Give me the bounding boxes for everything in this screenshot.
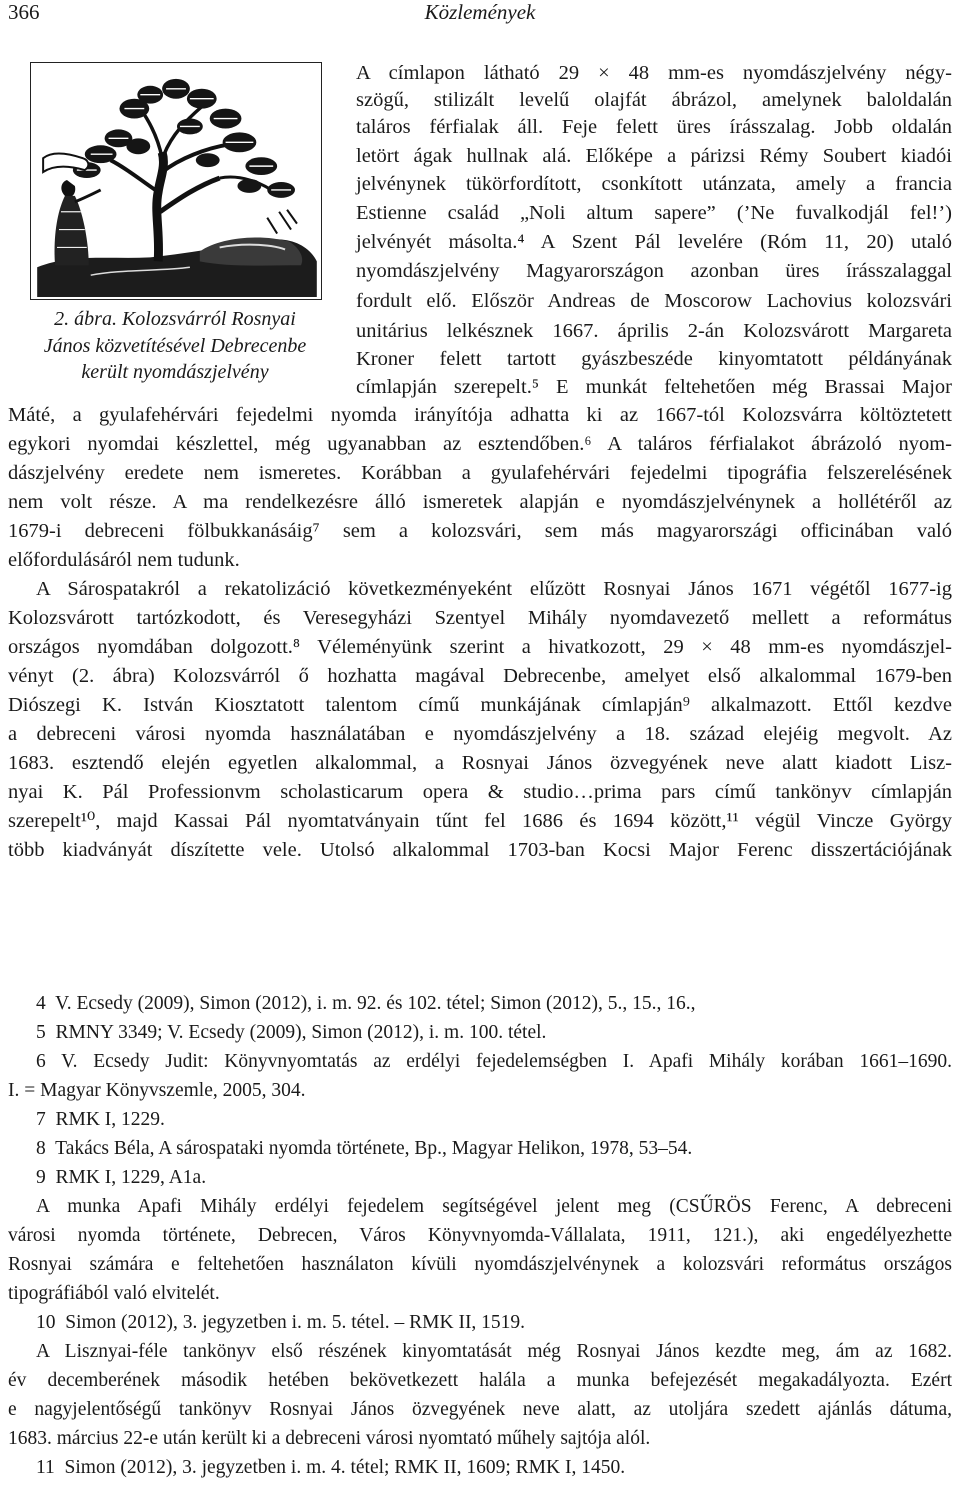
body-line: taláros férfialak áll. Feje felett üres írásszalag. Jobb oldalán: [356, 116, 952, 138]
body-line: A Sárospatakról a rekatolizáció következményeként elűzött Rosnyai János 1671 végétől 1677-ig: [36, 578, 952, 600]
footnote-7: 7 RMK I, 1229.: [36, 1109, 165, 1130]
caption-line: 2. ábra. Kolozsvárról Rosnyai: [54, 308, 296, 330]
body-line: vényt (2. ábra) Kolozsvárról ő hozhatta magával Debrecenbe, amelyet első alkalommal 1679-ben: [8, 665, 952, 687]
figure-caption: [10, 306, 340, 386]
footnote-10-text: e nagyjelentőségű tankönyv Rosnyai János özvegyének neve alatt, az utoljára szedett ajánlás dátuma,: [8, 1399, 952, 1420]
body-line: unitárius lelkésznek 1667. április 2-án Kolozsvárott Margareta: [356, 320, 952, 342]
body-line: szerepelt¹⁰, majd Kassai Pál nyomtatványain tűnt fel 1686 és 1694 között,¹¹ végül Vincze György: [8, 810, 952, 832]
body-line: nem volt része. A ma rendelkezésre álló ismeretek alapján e nyomdászjelvénynek a hollétéről az: [8, 491, 952, 513]
body-line: egykori nyomdai készlettel, még ugyanabban az esztendőben.⁶ A taláros férfialakot ábrázoló nyom-: [8, 433, 952, 455]
body-line: 1679-i debreceni fölbukkanásáig⁷ sem a kolozsvári, sem más magyarországi officinában való: [8, 520, 952, 542]
footnote-10-text: 1683. március 22-e után került ki a debreceni városi nyomtató műhely sajtója alól.: [8, 1428, 651, 1449]
body-line: Kolozsvárott tartózkodott, és Veresegyházi Szentyel Mihály nyomdavezető mellett a református: [8, 607, 952, 629]
printers-mark-woodcut: [31, 63, 321, 299]
body-line: jelvényét másolta.⁴ A Szent Pál levelére (Róm 11, 20) utaló: [356, 231, 952, 253]
running-head: Közlemények: [424, 0, 536, 24]
body-line: szögű, stilizált levelű olajfát ábrázol, amelynek baloldalán: [356, 89, 952, 111]
body-line: nyai K. Pál Professionvm scholasticarum opera & studio…prima pars című tankönyv címlapján: [8, 781, 952, 803]
body-line: Kroner felett tartott gyászbeszéde kinyomtatott példányának: [356, 348, 952, 370]
body-line: a debreceni városi nyomda használatában e nyomdászjelvény a 18. század elejéig megvolt. Az: [8, 723, 952, 745]
body-line: Máté, a gyulafehérvári fejedelmi nyomda irányítója adhatta ki az 1667-tól Kolozsvárra költöztetett: [8, 404, 952, 426]
body-line: letört ágak hullnak alá. Előképe a párizsi Rémy Soubert kiadói: [356, 145, 952, 167]
footnote-9-text: A munka Apafi Mihály erdélyi fejedelem segítségével jelent meg (CSŰRÖS Ferenc, A debreceni: [36, 1196, 952, 1217]
footnote-6-cont: I. = Magyar Könyvszemle, 2005, 304.: [8, 1080, 306, 1101]
page-header: [0, 0, 960, 30]
footnote-9: 9 RMK I, 1229, A1a.: [36, 1167, 207, 1188]
footnote-10: 10 Simon (2012), 3. jegyzetben i. m. 5. tétel. – RMK II, 1519.: [36, 1312, 526, 1333]
footnote-8: 8 Takács Béla, A sárospataki nyomda története, Bp., Magyar Helikon, 1978, 53–54.: [36, 1138, 693, 1159]
body-line: előfordulásáról nem tudunk.: [8, 549, 240, 571]
caption-line: János közvetítésével Debrecenbe: [43, 334, 307, 357]
body-line: országos nyomdában dolgozott.⁸ Véleményünk szerint a hivatkozott, 29 × 48 mm-es nyomdászjel-: [8, 636, 952, 658]
page-number: 366: [8, 0, 40, 24]
footnote-5: 5 RMNY 3349; V. Ecsedy (2009), Simon (2012), i. m. 100. tétel.: [36, 1022, 547, 1043]
footnote-4: 4 V. Ecsedy (2009), Simon (2012), i. m. 92. és 102. tétel; Simon (2012), 5., 15., 16.,: [36, 993, 696, 1014]
footnote-10-text: A Lisznyai-féle tankönyv első részének kinyomtatását még Rosnyai János kezdte meg, ám az 1682.: [36, 1341, 952, 1362]
body-line: dászjelvény eredete nem ismeretes. Korábban a gyulafehérvári fejedelmi tipográfia felszerelésének: [8, 462, 952, 484]
body-line: több kiadványát díszítette vele. Utolsó alkalommal 1703-ban Kocsi Major Ferenc disszertációjának: [8, 839, 952, 861]
footnote-9-text: városi nyomda története, Debrecen, Város Könyvnyomda-Vállalata, 1911, 121.), aki engedélyezhette: [8, 1225, 952, 1246]
body-line: címlapján szerepelt.⁵ E munkát feltehetően még Brassai Major: [356, 376, 952, 398]
printers-mark-figure: [30, 62, 322, 300]
body-line: Diószegi K. István Kiosztatott talentom című munkájának címlapján⁹ alkalmazott. Ettől kezdve: [8, 694, 952, 716]
footnote-11: 11 Simon (2012), 3. jegyzetben i. m. 4. tétel; RMK II, 1609; RMK I, 1450.: [36, 1457, 626, 1478]
footnote-9-text: Rosnyai számára e feltehetően használaton kívüli nyomdászjelvénynek a kolozsvári református országos: [8, 1254, 952, 1275]
body-line: Estienne család „Noli altum sapere” (’Ne fuvalkodjál fel!’): [356, 202, 952, 224]
body-line: 1683. esztendő elején egyetlen alkalommal, a Rosnyai János özvegyének neve alatt kiadott Lisz-: [8, 752, 952, 774]
caption-line: került nyomdászjelvény: [81, 361, 269, 383]
footnote-10-text: év decemberének második hetében bekövetkezett halála a munka befejezését megakadályozta. Ezért: [8, 1370, 952, 1391]
body-line: A címlapon látható 29 × 48 mm-es nyomdászjelvény négy-: [356, 62, 952, 84]
body-line: jelvénynek tükörfordított, csonkított utánzata, amely a francia: [356, 173, 952, 195]
footnote-6: 6 V. Ecsedy Judit: Könyvnyomtatás az erdélyi fejedelemségben I. Apafi Mihály korában 1661–1690.: [36, 1051, 952, 1072]
footnote-9-text: tipográfiából való elvitelét.: [8, 1283, 220, 1304]
body-line: fordult elő. Először Andreas de Moscorow Lachovius kolozsvári: [356, 290, 952, 312]
body-line: nyomdászjelvény Magyarországon azonban üres írásszalaggal: [356, 260, 952, 282]
